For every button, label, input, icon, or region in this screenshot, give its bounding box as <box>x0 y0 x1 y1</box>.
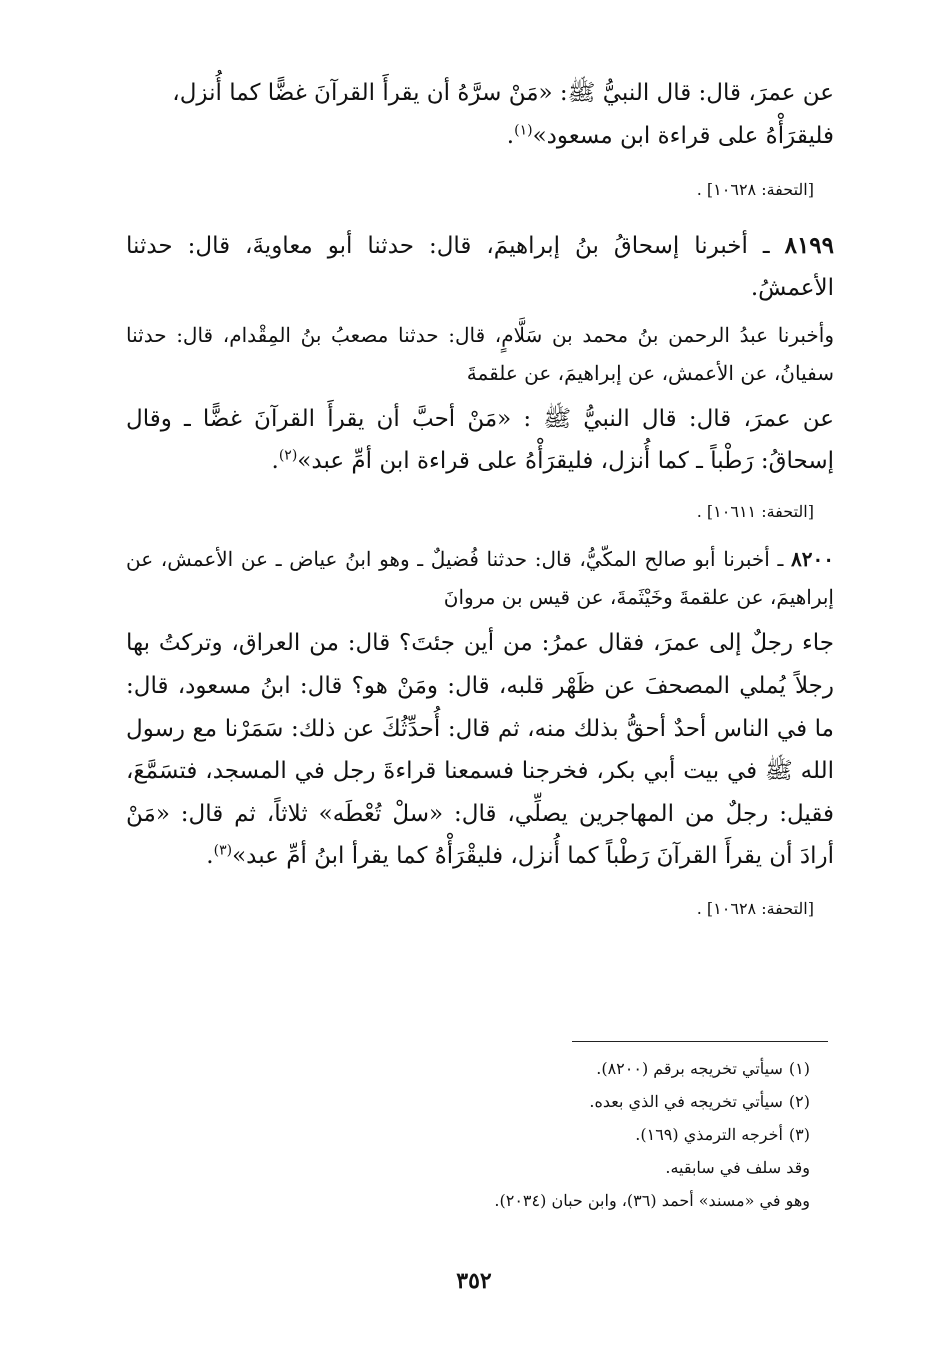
footnote-text: وهو في «مسند» أحمد (٣٦)، وابن حبان (٢٠٣٤). <box>494 1191 810 1210</box>
para1-line2: فليقرَأْهُ على قراءة ابن مسعود» <box>532 122 834 149</box>
footnote-text: أخرجه الترمذي (١٦٩). <box>635 1125 783 1144</box>
hadith-8200-isnad <box>126 540 834 616</box>
tuhfa-ref-2: [التحفة: ١٠٦١١] . <box>696 501 814 521</box>
footnote-1 <box>300 1052 810 1085</box>
hadith-8198-matn <box>126 72 834 157</box>
footnote-3-cont-1 <box>300 1151 810 1184</box>
footnote-text: وقد سلف في سابقيه. <box>665 1158 810 1177</box>
hadith-number-8200: ٨٢٠٠ <box>791 547 834 572</box>
hadith-8199-text: ـ أخبرنا إسحاقُ بنُ إبراهيمَ، قال: حدثنا أبو معاويةَ، قال: حدثنا الأعمشُ. <box>126 232 834 302</box>
tuhfa-ref-1: [التحفة: ١٠٦٢٨] . <box>696 180 814 200</box>
footnote-number: (١) <box>788 1059 810 1078</box>
hadith-8199-chain2: وأخبرنا عبدُ الرحمن بنُ محمد بن سَلَّامٍ، قال: حدثنا مصعبُ بنُ المِقْدام، قال: حدثنا سفيانُ، عن الأعمش، عن إبراهيمَ، عن علقمةَ <box>126 322 834 385</box>
hadith-8200-text: ـ أخبرنا أبو صالح المكّيُّ، قال: حدثنا فُضيلٌ ـ وهو ابنُ عياض ـ عن الأعمش، عن إبراهيمَ، عن علقمةَ وخَيْثَمةَ، عن قيس بن مروانَ <box>126 547 834 610</box>
footnote-3 <box>300 1118 810 1151</box>
hadith-8199-isnad <box>126 225 834 310</box>
footnote-3-cont-2 <box>300 1184 810 1217</box>
footnote-ref-1[interactable]: (١) <box>514 121 533 138</box>
hadith-8199-matn-text: عن عمرَ، قال: قال النبيُّ ﷺ : «مَنْ أحبَّ أن يقرأَ القرآنَ غضًّا ـ وقال إسحاقُ: رَطْباً ـ كما أُنزل، فليقرَأْهُ على قراءة ابن أمِّ عبد» <box>126 405 834 475</box>
tuhfa-ref-3: [التحفة: ١٠٦٢٨] . <box>696 898 814 918</box>
footnote-2 <box>300 1085 810 1118</box>
main-text <box>126 72 834 921</box>
hadith-8200-matn <box>126 622 834 877</box>
footnotes <box>300 1052 810 1217</box>
footnote-number: (٢) <box>788 1092 810 1111</box>
hadith-8199-matn <box>126 398 834 483</box>
para1-line1: عن عمرَ، قال: قال النبيُّ ﷺ: «مَنْ سرَّهُ أن يقرأَ القرآنَ غضًّا كما أُنزل، <box>172 80 834 106</box>
footnote-number: (٣) <box>788 1125 810 1144</box>
hadith-8199-end: . <box>271 448 279 475</box>
footnote-ref-2[interactable]: (٢) <box>278 447 298 464</box>
footnote-divider <box>572 1041 828 1042</box>
footnote-text: سيأتي تخريجه في الذي بعده. <box>589 1092 783 1111</box>
hadith-8200-end: . <box>206 843 214 870</box>
footnote-text: سيأتي تخريجه برقم (٨٢٠٠). <box>596 1059 783 1078</box>
hadith-number-8199: ٨١٩٩ <box>784 231 835 259</box>
page-number: ٣٥٢ <box>456 1268 492 1294</box>
footnote-ref-3[interactable]: (٣) <box>213 842 233 859</box>
para1-end: . <box>506 122 515 149</box>
hadith-8200-matn-text: جاء رجلٌ إلى عمرَ، فقال عمرُ: من أين جئتَ؟ قال: من العراق، وتركتُ بها رجلاً يُملي المصحفَ عن ظَهْر قلبه، قال: ومَنْ هو؟ قال: ابنُ مسعود، قال: ما في الناس أحدٌ أحقُّ بذلك منه، ثم قال: أُحدِّثُكَ عن ذلك: سَمَرْنا مع رسول الله ﷺ في بيت أبي بكر، فخرجنا فسمعنا قراءةَ رجل في المسجد، فتسَمَّعَ، فقيل: رجلٌ من المهاجرين يصلِّي، قال: «سلْ تُعْطَه» ثلاثاً، ثم قال: «مَنْ أرادَ أن يقرأَ القرآنَ رَطْباً كما أُنزل، فليقْرَأْهُ كما يقرأ ابنُ أمِّ عبد» <box>126 630 834 870</box>
